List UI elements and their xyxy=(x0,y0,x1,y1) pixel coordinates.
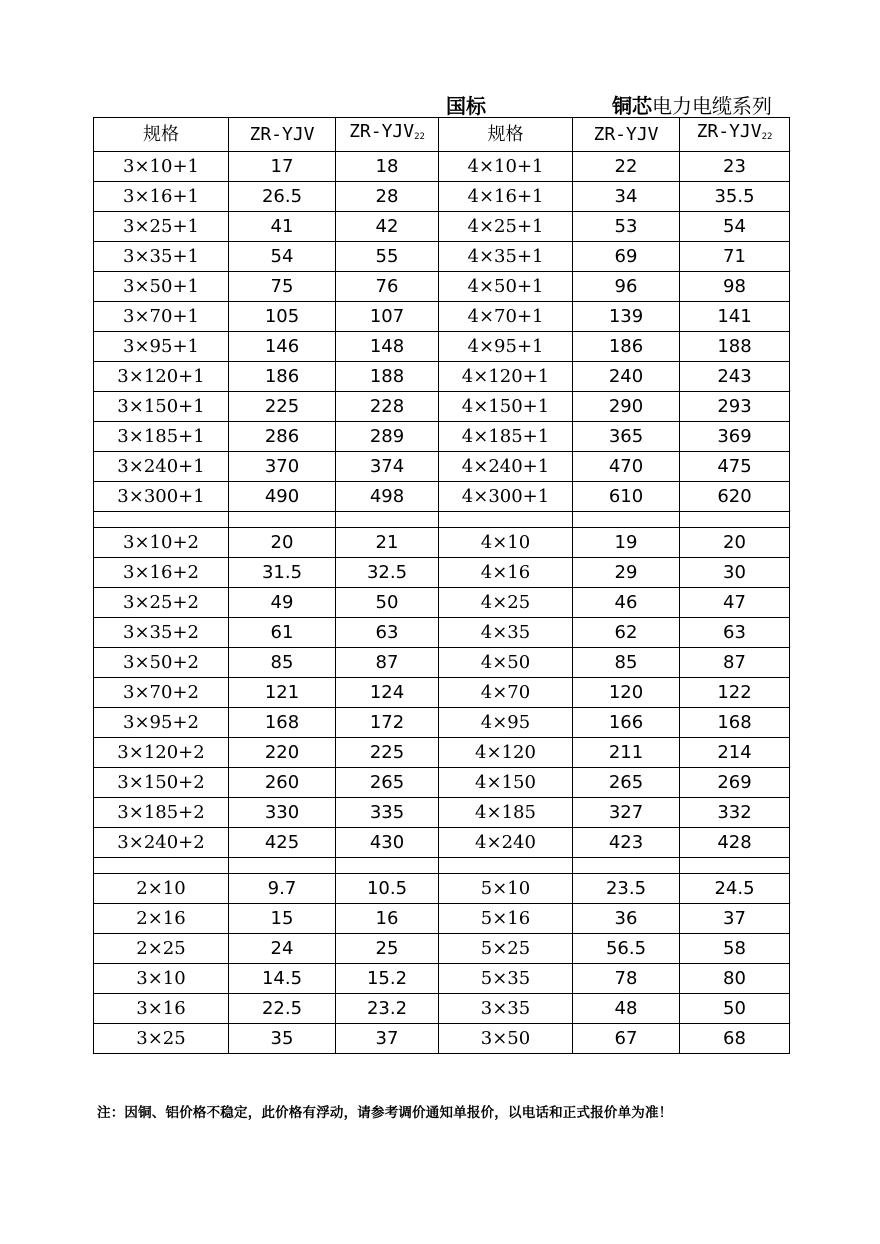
cell-spec-left: 3×35+2 xyxy=(94,618,229,648)
header-zr-yjv22-left xyxy=(336,118,439,152)
cell-spec-left: 3×150+2 xyxy=(94,768,229,798)
cell-spec-left: 3×35+1 xyxy=(94,242,229,272)
header-zr-yjv-right: ZR-YJV xyxy=(573,118,680,152)
group-separator-row xyxy=(94,858,790,874)
cell-zr-yjv22-right: 80 xyxy=(680,964,790,994)
cell-zr-yjv-left: 168 xyxy=(229,708,336,738)
cell-spec-right: 5×25 xyxy=(439,934,573,964)
cell-zr-yjv-right: 53 xyxy=(573,212,680,242)
cell-spec-right: 4×70 xyxy=(439,678,573,708)
cell-spec-right: 4×25 xyxy=(439,588,573,618)
cell-zr-yjv22-right: 428 xyxy=(680,828,790,858)
cell-zr-yjv-left: 85 xyxy=(229,648,336,678)
header-zr-yjv22-left-sub: 22 xyxy=(414,132,425,142)
cell-zr-yjv-right: 290 xyxy=(573,392,680,422)
cell-zr-yjv-right: 139 xyxy=(573,302,680,332)
cell-spec-left: 2×16 xyxy=(94,904,229,934)
separator-cell xyxy=(573,858,680,874)
separator-cell xyxy=(229,858,336,874)
cell-zr-yjv-right: 610 xyxy=(573,482,680,512)
cell-zr-yjv-left: 61 xyxy=(229,618,336,648)
cell-zr-yjv22-right: 141 xyxy=(680,302,790,332)
cell-spec-right: 4×120+1 xyxy=(439,362,573,392)
cell-zr-yjv-left: 20 xyxy=(229,528,336,558)
cell-spec-left: 3×25+2 xyxy=(94,588,229,618)
cell-spec-right: 4×120 xyxy=(439,738,573,768)
group-separator-row xyxy=(94,512,790,528)
table-row xyxy=(94,558,790,588)
price-table-body xyxy=(94,118,790,1054)
cell-zr-yjv22-right: 87 xyxy=(680,648,790,678)
cell-zr-yjv22-right: 475 xyxy=(680,452,790,482)
cell-zr-yjv22-left: 498 xyxy=(336,482,439,512)
cell-zr-yjv22-right: 269 xyxy=(680,768,790,798)
cell-zr-yjv22-right: 23 xyxy=(680,152,790,182)
cell-zr-yjv22-right: 122 xyxy=(680,678,790,708)
cell-zr-yjv-left: 225 xyxy=(229,392,336,422)
cell-zr-yjv-right: 36 xyxy=(573,904,680,934)
cell-zr-yjv-right: 69 xyxy=(573,242,680,272)
separator-cell xyxy=(680,512,790,528)
cell-spec-left: 2×10 xyxy=(94,874,229,904)
cell-spec-right: 4×50 xyxy=(439,648,573,678)
table-row xyxy=(94,152,790,182)
cell-zr-yjv22-left: 25 xyxy=(336,934,439,964)
cell-spec-right: 4×95 xyxy=(439,708,573,738)
cell-spec-left: 3×10 xyxy=(94,964,229,994)
title-standard: 国标 xyxy=(446,94,486,118)
cell-zr-yjv22-left: 50 xyxy=(336,588,439,618)
cell-spec-right: 4×16+1 xyxy=(439,182,573,212)
cell-zr-yjv22-right: 47 xyxy=(680,588,790,618)
cell-spec-left: 3×240+2 xyxy=(94,828,229,858)
cell-zr-yjv22-left: 16 xyxy=(336,904,439,934)
cell-zr-yjv-right: 327 xyxy=(573,798,680,828)
cell-zr-yjv22-right: 30 xyxy=(680,558,790,588)
header-zr-yjv22-right-text: ZR-YJV xyxy=(696,121,762,142)
cell-zr-yjv22-left: 18 xyxy=(336,152,439,182)
header-spec-left: 规格 xyxy=(94,118,229,152)
cell-zr-yjv-right: 211 xyxy=(573,738,680,768)
cell-spec-right: 4×185 xyxy=(439,798,573,828)
cell-spec-right: 5×16 xyxy=(439,904,573,934)
cell-spec-right: 4×70+1 xyxy=(439,302,573,332)
cell-zr-yjv22-left: 148 xyxy=(336,332,439,362)
cell-spec-left: 3×50+1 xyxy=(94,272,229,302)
cell-zr-yjv22-left: 87 xyxy=(336,648,439,678)
cell-zr-yjv22-right: 24.5 xyxy=(680,874,790,904)
cell-zr-yjv-left: 370 xyxy=(229,452,336,482)
cell-zr-yjv-right: 29 xyxy=(573,558,680,588)
cell-zr-yjv-right: 265 xyxy=(573,768,680,798)
cell-zr-yjv-left: 105 xyxy=(229,302,336,332)
cell-spec-left: 3×16+2 xyxy=(94,558,229,588)
separator-cell xyxy=(94,858,229,874)
cell-spec-right: 4×150 xyxy=(439,768,573,798)
table-row xyxy=(94,422,790,452)
cell-spec-right: 4×185+1 xyxy=(439,422,573,452)
cell-zr-yjv-left: 186 xyxy=(229,362,336,392)
cell-spec-right: 4×25+1 xyxy=(439,212,573,242)
cell-zr-yjv22-right: 54 xyxy=(680,212,790,242)
cell-zr-yjv-left: 31.5 xyxy=(229,558,336,588)
cell-spec-right: 3×50 xyxy=(439,1024,573,1054)
cell-zr-yjv-left: 286 xyxy=(229,422,336,452)
cell-spec-left: 3×120+2 xyxy=(94,738,229,768)
cell-zr-yjv-right: 46 xyxy=(573,588,680,618)
title-copper-core: 铜芯 xyxy=(612,94,652,118)
cell-zr-yjv-left: 24 xyxy=(229,934,336,964)
cell-zr-yjv-left: 146 xyxy=(229,332,336,362)
cell-zr-yjv22-right: 35.5 xyxy=(680,182,790,212)
table-row xyxy=(94,798,790,828)
cell-spec-right: 4×50+1 xyxy=(439,272,573,302)
cell-spec-left: 3×150+1 xyxy=(94,392,229,422)
table-row xyxy=(94,874,790,904)
cell-zr-yjv-left: 9.7 xyxy=(229,874,336,904)
cell-spec-left: 3×50+2 xyxy=(94,648,229,678)
separator-cell xyxy=(336,858,439,874)
separator-cell xyxy=(573,512,680,528)
cell-spec-left: 3×70+2 xyxy=(94,678,229,708)
cell-zr-yjv-right: 22 xyxy=(573,152,680,182)
cell-zr-yjv22-left: 289 xyxy=(336,422,439,452)
header-zr-yjv22-right-sub: 22 xyxy=(761,132,773,142)
cell-zr-yjv-right: 470 xyxy=(573,452,680,482)
table-row xyxy=(94,708,790,738)
cell-spec-left: 2×25 xyxy=(94,934,229,964)
separator-cell xyxy=(229,512,336,528)
table-row xyxy=(94,362,790,392)
cell-zr-yjv22-left: 21 xyxy=(336,528,439,558)
price-table xyxy=(93,117,790,1054)
cell-zr-yjv-right: 96 xyxy=(573,272,680,302)
cell-zr-yjv-left: 41 xyxy=(229,212,336,242)
cell-zr-yjv-left: 14.5 xyxy=(229,964,336,994)
cell-zr-yjv-right: 67 xyxy=(573,1024,680,1054)
cell-zr-yjv22-left: 37 xyxy=(336,1024,439,1054)
table-row xyxy=(94,182,790,212)
cell-spec-left: 3×25 xyxy=(94,1024,229,1054)
cell-spec-left: 3×16+1 xyxy=(94,182,229,212)
table-row xyxy=(94,332,790,362)
cell-zr-yjv-right: 78 xyxy=(573,964,680,994)
cell-zr-yjv-left: 54 xyxy=(229,242,336,272)
cell-spec-right: 4×16 xyxy=(439,558,573,588)
cell-zr-yjv-left: 22.5 xyxy=(229,994,336,1024)
cell-spec-left: 3×240+1 xyxy=(94,452,229,482)
cell-zr-yjv-left: 35 xyxy=(229,1024,336,1054)
table-row xyxy=(94,648,790,678)
cell-zr-yjv-right: 240 xyxy=(573,362,680,392)
cell-zr-yjv22-left: 107 xyxy=(336,302,439,332)
cell-zr-yjv22-right: 98 xyxy=(680,272,790,302)
cell-zr-yjv-right: 186 xyxy=(573,332,680,362)
cell-zr-yjv22-left: 374 xyxy=(336,452,439,482)
cell-zr-yjv-left: 75 xyxy=(229,272,336,302)
table-row xyxy=(94,452,790,482)
table-row xyxy=(94,392,790,422)
table-row xyxy=(94,618,790,648)
cell-zr-yjv22-left: 76 xyxy=(336,272,439,302)
header-spec-right: 规格 xyxy=(439,118,573,152)
cell-zr-yjv-right: 365 xyxy=(573,422,680,452)
cell-zr-yjv-left: 17 xyxy=(229,152,336,182)
cell-spec-right: 4×300+1 xyxy=(439,482,573,512)
cell-spec-right: 4×35+1 xyxy=(439,242,573,272)
cell-spec-right: 4×240+1 xyxy=(439,452,573,482)
cell-zr-yjv22-right: 293 xyxy=(680,392,790,422)
cell-zr-yjv22-right: 332 xyxy=(680,798,790,828)
cell-zr-yjv22-right: 620 xyxy=(680,482,790,512)
cell-spec-left: 3×70+1 xyxy=(94,302,229,332)
cell-spec-right: 3×35 xyxy=(439,994,573,1024)
cell-zr-yjv22-right: 168 xyxy=(680,708,790,738)
table-row xyxy=(94,272,790,302)
header-zr-yjv22-left-text: ZR-YJV xyxy=(349,121,415,142)
cell-spec-right: 4×35 xyxy=(439,618,573,648)
cell-zr-yjv-left: 425 xyxy=(229,828,336,858)
table-row xyxy=(94,528,790,558)
cell-zr-yjv22-right: 68 xyxy=(680,1024,790,1054)
price-note: 注：因铜、铝价格不稳定，此价格有浮动，请参考调价通知单报价，以电话和正式报价单为准！ xyxy=(97,1105,673,1121)
cell-zr-yjv22-left: 42 xyxy=(336,212,439,242)
cell-zr-yjv22-right: 214 xyxy=(680,738,790,768)
cell-zr-yjv-left: 26.5 xyxy=(229,182,336,212)
cell-zr-yjv22-left: 23.2 xyxy=(336,994,439,1024)
cell-spec-left: 3×185+2 xyxy=(94,798,229,828)
cell-zr-yjv22-left: 10.5 xyxy=(336,874,439,904)
separator-cell xyxy=(680,858,790,874)
header-zr-yjv22-right xyxy=(680,118,790,152)
cell-zr-yjv-right: 48 xyxy=(573,994,680,1024)
cell-zr-yjv22-left: 15.2 xyxy=(336,964,439,994)
cell-zr-yjv22-left: 265 xyxy=(336,768,439,798)
cell-spec-left: 3×95+1 xyxy=(94,332,229,362)
cell-spec-left: 3×95+2 xyxy=(94,708,229,738)
cell-zr-yjv22-left: 28 xyxy=(336,182,439,212)
cell-zr-yjv-right: 19 xyxy=(573,528,680,558)
cell-zr-yjv-right: 120 xyxy=(573,678,680,708)
cell-spec-right: 4×240 xyxy=(439,828,573,858)
cell-zr-yjv-left: 260 xyxy=(229,768,336,798)
cell-zr-yjv22-right: 63 xyxy=(680,618,790,648)
cell-zr-yjv-left: 490 xyxy=(229,482,336,512)
cell-spec-right: 5×10 xyxy=(439,874,573,904)
cell-spec-left: 3×10+2 xyxy=(94,528,229,558)
cell-zr-yjv-right: 34 xyxy=(573,182,680,212)
table-row xyxy=(94,934,790,964)
cell-zr-yjv22-right: 243 xyxy=(680,362,790,392)
table-row xyxy=(94,738,790,768)
separator-cell xyxy=(94,512,229,528)
cell-spec-right: 4×10 xyxy=(439,528,573,558)
cell-zr-yjv22-right: 37 xyxy=(680,904,790,934)
cell-zr-yjv22-left: 228 xyxy=(336,392,439,422)
table-row xyxy=(94,302,790,332)
title-series xyxy=(612,90,772,119)
cell-zr-yjv22-left: 430 xyxy=(336,828,439,858)
cell-spec-left: 3×185+1 xyxy=(94,422,229,452)
cell-zr-yjv22-left: 335 xyxy=(336,798,439,828)
table-row xyxy=(94,678,790,708)
table-row xyxy=(94,242,790,272)
cell-spec-left: 3×25+1 xyxy=(94,212,229,242)
table-row xyxy=(94,994,790,1024)
cell-zr-yjv22-right: 369 xyxy=(680,422,790,452)
cell-zr-yjv22-left: 188 xyxy=(336,362,439,392)
cell-spec-right: 4×150+1 xyxy=(439,392,573,422)
cell-zr-yjv-right: 62 xyxy=(573,618,680,648)
table-row xyxy=(94,828,790,858)
cell-zr-yjv22-right: 50 xyxy=(680,994,790,1024)
table-row xyxy=(94,482,790,512)
cell-zr-yjv22-left: 225 xyxy=(336,738,439,768)
cell-spec-left: 3×120+1 xyxy=(94,362,229,392)
cell-zr-yjv22-left: 63 xyxy=(336,618,439,648)
cell-zr-yjv-right: 423 xyxy=(573,828,680,858)
cell-zr-yjv22-left: 32.5 xyxy=(336,558,439,588)
separator-cell xyxy=(439,858,573,874)
cell-zr-yjv-right: 23.5 xyxy=(573,874,680,904)
cell-spec-right: 4×95+1 xyxy=(439,332,573,362)
cell-zr-yjv-left: 49 xyxy=(229,588,336,618)
cell-zr-yjv-left: 220 xyxy=(229,738,336,768)
cell-zr-yjv22-right: 20 xyxy=(680,528,790,558)
cell-zr-yjv-left: 330 xyxy=(229,798,336,828)
cell-zr-yjv22-left: 124 xyxy=(336,678,439,708)
cell-spec-left: 3×16 xyxy=(94,994,229,1024)
separator-cell xyxy=(439,512,573,528)
table-row xyxy=(94,588,790,618)
cell-spec-right: 5×35 xyxy=(439,964,573,994)
cell-zr-yjv22-right: 71 xyxy=(680,242,790,272)
header-zr-yjv-left: ZR-YJV xyxy=(229,118,336,152)
cell-zr-yjv-left: 121 xyxy=(229,678,336,708)
cell-spec-left: 3×10+1 xyxy=(94,152,229,182)
table-row xyxy=(94,1024,790,1054)
table-row xyxy=(94,964,790,994)
cell-zr-yjv22-left: 55 xyxy=(336,242,439,272)
cell-zr-yjv22-right: 188 xyxy=(680,332,790,362)
cell-spec-right: 4×10+1 xyxy=(439,152,573,182)
cell-zr-yjv-right: 85 xyxy=(573,648,680,678)
cell-zr-yjv-right: 166 xyxy=(573,708,680,738)
header-row xyxy=(94,118,790,152)
table-row xyxy=(94,904,790,934)
separator-cell xyxy=(336,512,439,528)
cell-zr-yjv22-left: 172 xyxy=(336,708,439,738)
title-series-text: 电力电缆系列 xyxy=(652,94,772,118)
table-row xyxy=(94,768,790,798)
cell-zr-yjv-right: 56.5 xyxy=(573,934,680,964)
cell-zr-yjv22-right: 58 xyxy=(680,934,790,964)
table-row xyxy=(94,212,790,242)
cell-spec-left: 3×300+1 xyxy=(94,482,229,512)
cell-zr-yjv-left: 15 xyxy=(229,904,336,934)
